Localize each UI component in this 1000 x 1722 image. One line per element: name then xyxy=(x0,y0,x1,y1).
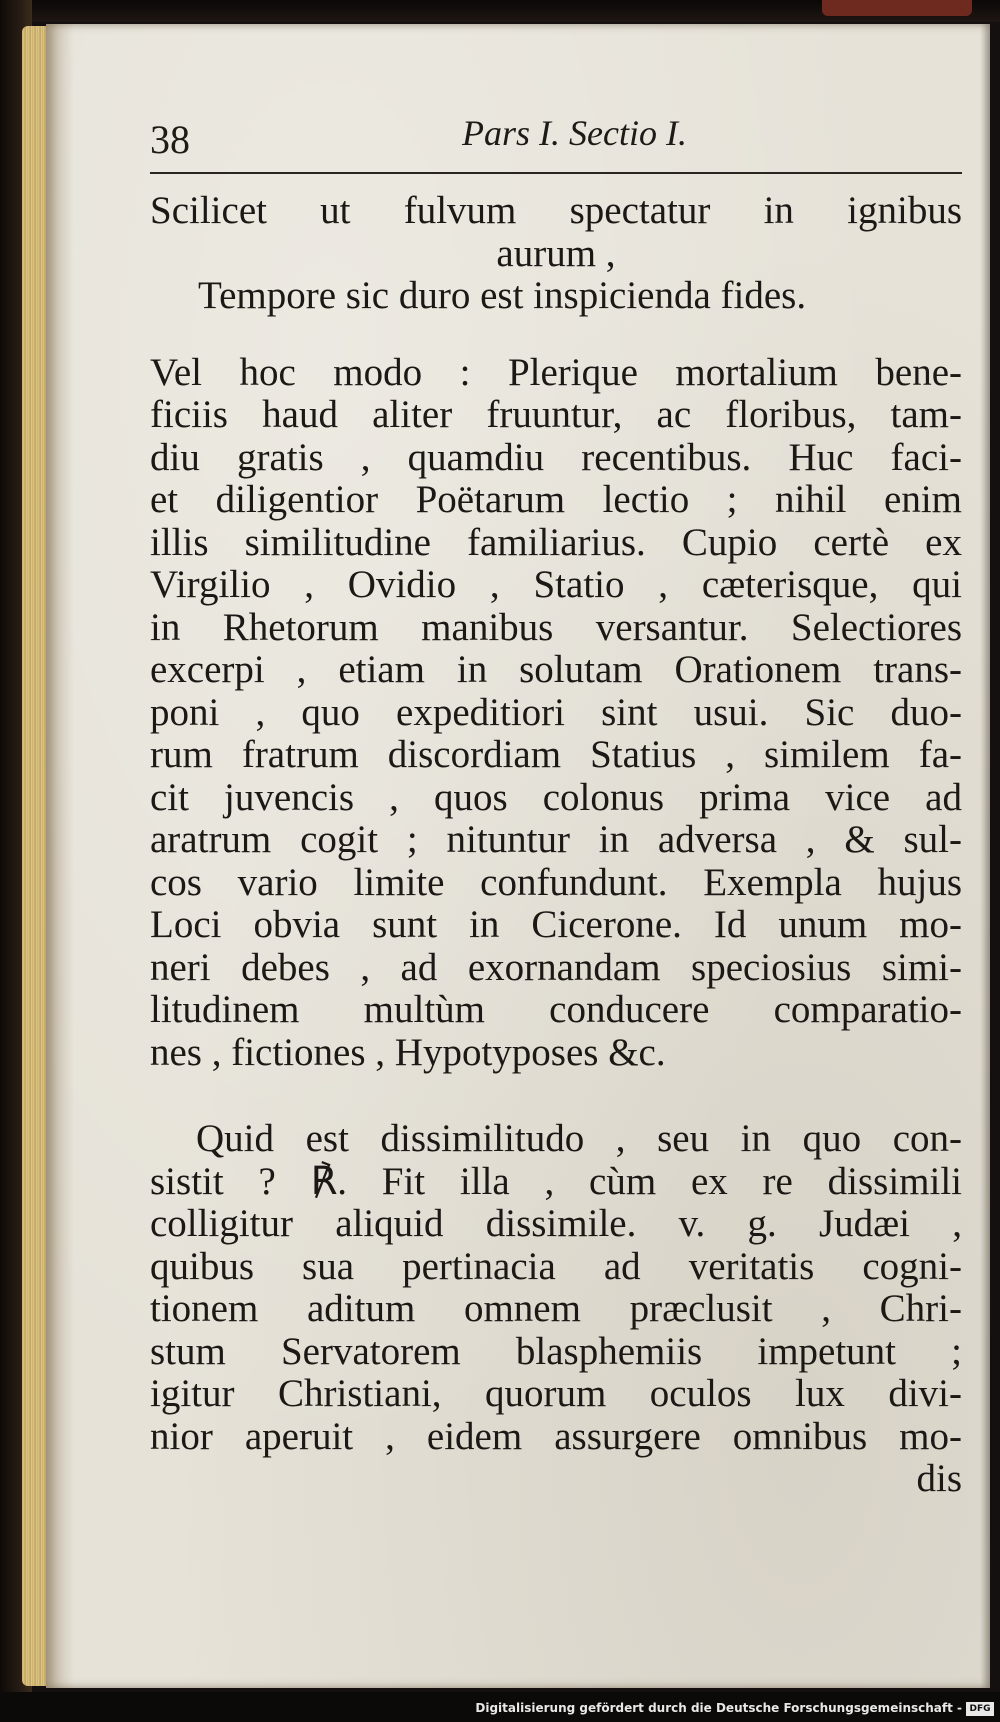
text-line: aratrum cogit ; nituntur in adversa , & sul- xyxy=(150,818,962,861)
text-line: rum fratrum discordiam Statius , similem fa- xyxy=(150,733,962,776)
text-line: cit juvencis , quos colonus prima vice ad xyxy=(150,775,962,819)
text-line: excerpi , etiam in solutam Orationem trans- xyxy=(150,648,962,691)
text-line: litudinem multùm conducere comparatio- xyxy=(150,988,962,1031)
text-line: tionem aditum omnem præclusit , Chri- xyxy=(150,1287,962,1330)
paragraph-1 xyxy=(150,352,962,1075)
text-line: in Rhetorum manibus versantur. Selectiores xyxy=(150,605,962,649)
text-line: nes , fictiones , Hypotyposes &c. xyxy=(150,1030,666,1074)
header-rule xyxy=(150,172,962,174)
verse-line: Scilicet ut fulvum spectatur in ignibus xyxy=(150,189,962,232)
text-line: sistit ? ℟. Fit illa , cùm ex re dissimili xyxy=(150,1159,962,1203)
text-line: ficiis haud aliter fruuntur, ac floribus, tam- xyxy=(150,393,962,436)
text-line: neri debes , ad exornandam speciosius simi- xyxy=(150,945,962,989)
text-line: nior aperuit , eidem assurgere omnibus mo- xyxy=(150,1414,962,1458)
verse-line: aurum , xyxy=(496,231,616,275)
body-text xyxy=(150,190,962,1501)
dfg-logo-icon: DFG xyxy=(966,1702,994,1716)
text-line: Vel hoc modo : Plerique mortalium bene- xyxy=(150,350,962,394)
running-head: Pars I. Sectio I. xyxy=(462,113,687,153)
text-line: Virgilio , Ovidio , Statio , cæterisque, qui xyxy=(150,563,962,606)
text-line: illis similitudine familiarius. Cupio certè ex xyxy=(150,520,962,564)
paragraph-gap xyxy=(150,318,962,352)
footer-bar xyxy=(0,1692,1000,1722)
cover-red-edge xyxy=(822,0,972,16)
page-right-edge xyxy=(980,24,990,1688)
text-line: igitur Christiani, quorum oculos lux divi- xyxy=(150,1372,962,1415)
text-line: Quid est dissimilitudo , seu in quo con- xyxy=(196,1117,962,1160)
text-line: poni , quo expeditiori sint usui. Sic duo- xyxy=(150,690,962,734)
verse-line: Tempore sic duro est inspicienda fides. xyxy=(198,274,807,317)
page-header xyxy=(150,112,960,162)
text-line: Loci obvia sunt in Cicerone. Id unum mo- xyxy=(150,903,962,946)
page-number: 38 xyxy=(150,117,190,162)
catchword: dis xyxy=(916,1457,962,1500)
gutter-shade xyxy=(46,24,74,1688)
text-line: quibus sua pertinacia ad veritatis cogni- xyxy=(150,1244,962,1288)
paragraph-2 xyxy=(150,1118,962,1501)
digitization-credit: Digitalisierung gefördert durch die Deutsche Forschungsgemeinschaft - xyxy=(475,1701,962,1715)
text-line: diu gratis , quamdiu recentibus. Huc faci- xyxy=(150,435,962,479)
text-line: cos vario limite confundunt. Exempla hujus xyxy=(150,860,962,904)
text-line: colligitur aliquid dissimile. v. g. Judæi , xyxy=(150,1202,962,1245)
book-cover-top xyxy=(0,0,1000,22)
paragraph-gap xyxy=(150,1074,962,1118)
verse-block xyxy=(150,190,962,318)
text-line: stum Servatorem blasphemiis impetunt ; xyxy=(150,1329,962,1373)
text-line: et diligentior Poëtarum lectio ; nihil enim xyxy=(150,478,962,521)
